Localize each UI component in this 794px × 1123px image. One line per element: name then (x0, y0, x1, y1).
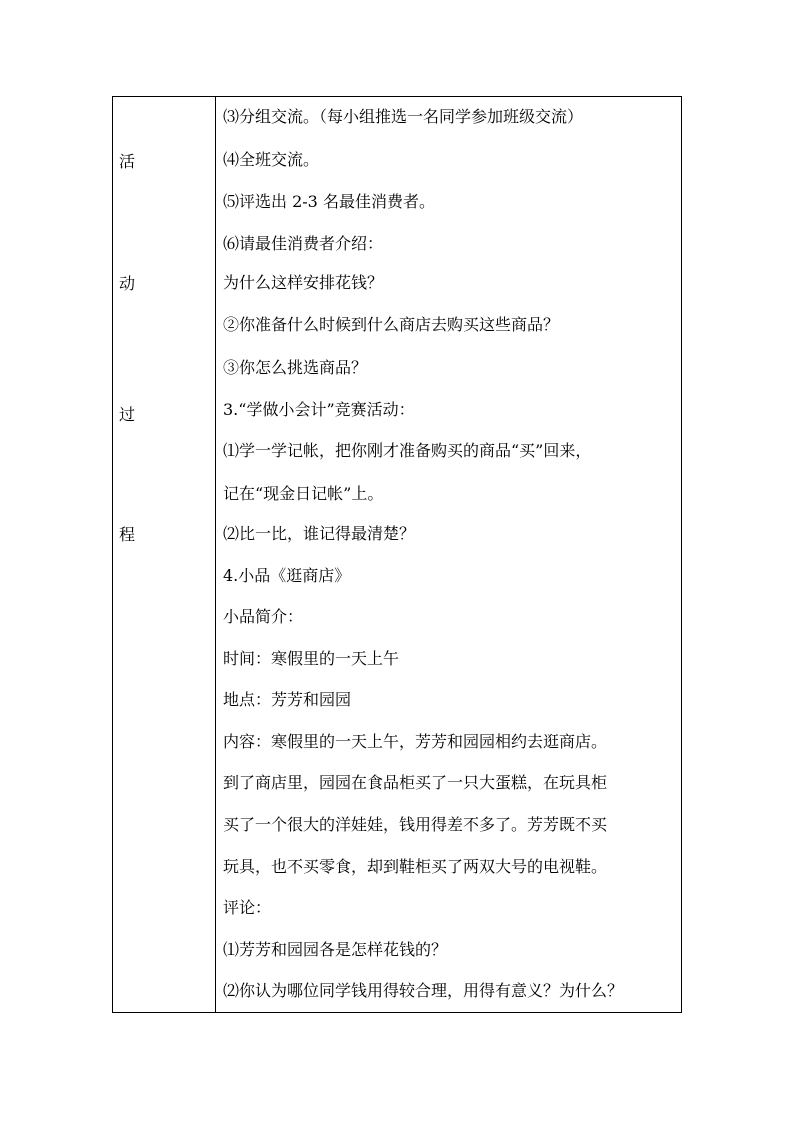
content-line: 内容：寒假里的一天上午，芳芳和园园相约去逛商店。 (223, 732, 608, 751)
content-line: 4.小品《逛商店》 (223, 566, 351, 585)
content-line: ⑷全班交流。 (223, 150, 320, 169)
content-line: ⑴学一学记帐，把你刚才准备购买的商品“买”回来， (223, 441, 592, 460)
content-line: 地点：芳芳和园园 (223, 690, 352, 709)
side-label-char: 动 (119, 274, 136, 293)
content-line: ⑸评选出 2-3 名最佳消费者。 (223, 192, 435, 211)
content-line: ⑵你认为哪位同学钱用得较合理，用得有意义？为什么？ (223, 981, 624, 1000)
content-line: 评论： (223, 898, 272, 917)
content-line: ⑹请最佳消费者介绍： (223, 234, 384, 253)
content-line: 到了商店里，园园在食品柜买了一只大蛋糕，在玩具柜 (223, 773, 608, 792)
content-line: 记在“现金日记帐”上。 (223, 484, 384, 503)
side-label-char: 过 (119, 405, 136, 424)
content-line: ⑴芳芳和园园各是怎样花钱的？ (223, 940, 448, 959)
content-line: ⑵比一比，谁记得最清楚？ (223, 524, 416, 543)
content-line: 3.“学做小会计”竞赛活动： (223, 400, 415, 419)
content-line: 时间：寒假里的一天上午 (223, 649, 400, 668)
content-line: ③你怎么挑选商品？ (223, 358, 368, 377)
content-line: ②你准备什么时候到什么商店去购买这些商品？ (223, 315, 560, 334)
content-line: 玩具，也不买零食，却到鞋柜买了两双大号的电视鞋。 (223, 857, 608, 876)
column-divider (215, 96, 216, 1013)
side-label-char: 程 (119, 525, 136, 544)
content-line: 为什么这样安排花钱？ (223, 273, 384, 292)
content-line: 小品简介： (223, 607, 304, 626)
side-label-char: 活 (119, 152, 136, 171)
content-line: 买了一个很大的洋娃娃，钱用得差不多了。芳芳既不买 (223, 815, 608, 834)
content-line: ⑶分组交流。（每小组推选一名同学参加班级交流） (223, 107, 584, 126)
